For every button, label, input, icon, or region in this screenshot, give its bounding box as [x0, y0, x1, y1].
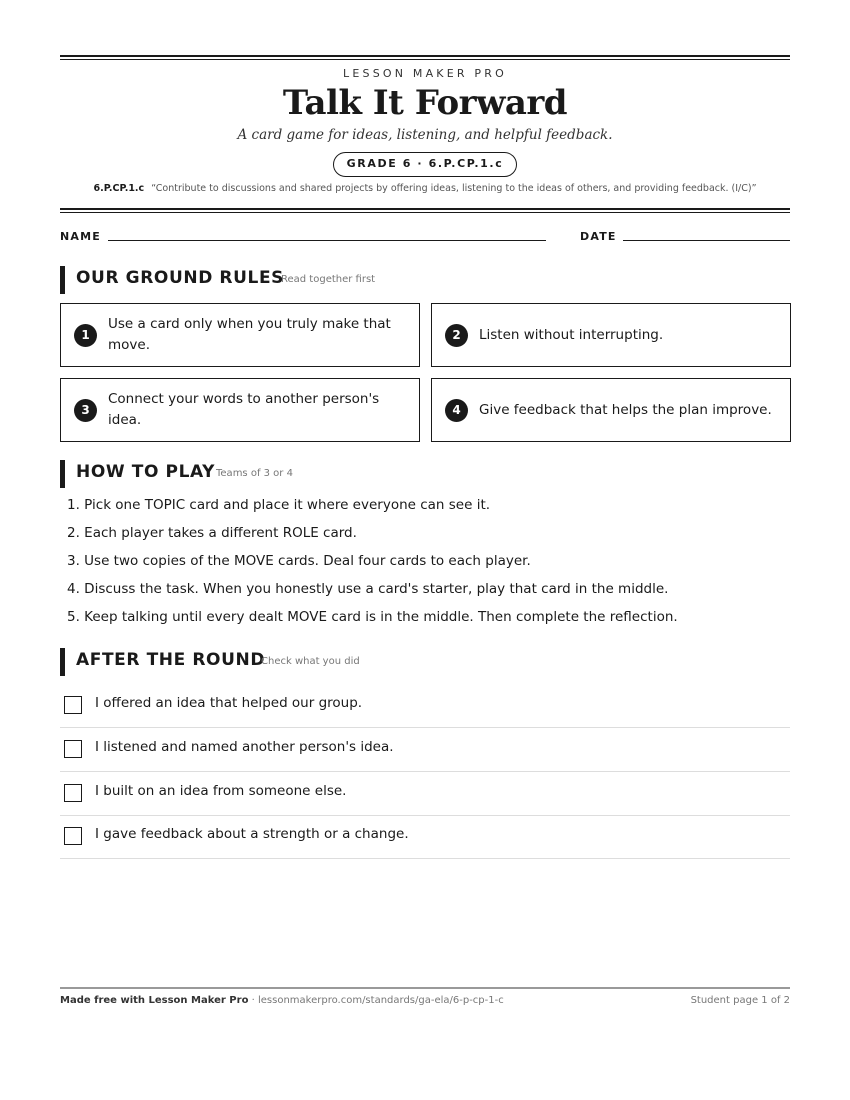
ground-rule-card: [431, 378, 791, 442]
checkbox[interactable]: [64, 827, 82, 845]
footer-made-with: Made free with Lesson Maker Pro: [60, 995, 249, 1006]
page-number: Student page 1 of 2: [690, 995, 790, 1006]
rule-text: Give feedback that helps the plan improve.: [479, 401, 772, 418]
grade-pill-wrapper: [60, 152, 790, 177]
checkbox[interactable]: [64, 696, 82, 714]
page-title: Talk It Forward: [282, 83, 568, 123]
standard-statement: [60, 183, 790, 194]
rule-text: Connect your words to another person's idea.: [108, 391, 380, 428]
section-title: AFTER THE ROUND: [76, 650, 266, 670]
standard-text: “Contribute to discussions and shared projects by offering ideas, listening to the ideas of others, and providing feedback. (I/C)”: [151, 183, 757, 194]
step-item: 5. Keep talking until every dealt MOVE card is in the middle. Then complete the reflection.: [67, 609, 678, 625]
worksheet-page: [60, 0, 790, 1100]
reflection-checklist-item: [60, 772, 790, 816]
rule-text: Use a card only when you truly make that move.: [108, 316, 391, 353]
step-item: 1. Pick one TOPIC card and place it where everyone can see it.: [67, 497, 491, 513]
section-title: OUR GROUND RULES: [76, 268, 285, 288]
date-label: DATE: [580, 230, 617, 243]
step-item: 3. Use two copies of the MOVE cards. Deal four cards to each player.: [67, 553, 531, 569]
footer-rule: [60, 987, 790, 989]
section-note: Read together first: [281, 274, 376, 285]
standard-code: 6.P.CP.1.c: [93, 183, 145, 194]
page-subtitle: A card game for ideas, listening, and helpful feedback.: [237, 127, 613, 143]
name-date-row: [60, 229, 790, 245]
section-note: Check what you did: [261, 656, 360, 667]
ground-rule-card: [431, 303, 791, 367]
rule-number-badge: 2: [445, 324, 468, 347]
reflection-checklist-item: [60, 728, 790, 772]
rule-number-badge: 3: [74, 399, 97, 422]
ground-rule-card: [60, 303, 420, 367]
checklist-label: I listened and named another person's idea.: [95, 739, 394, 755]
checklist-label: I built on an idea from someone else.: [95, 783, 347, 799]
step-item: 2. Each player takes a different ROLE card.: [67, 525, 357, 541]
section-bar: [60, 460, 65, 488]
checklist-label: I offered an idea that helped our group.: [95, 695, 363, 711]
checkbox[interactable]: [64, 784, 82, 802]
section-bar: [60, 266, 65, 294]
checkbox[interactable]: [64, 740, 82, 758]
rule-text: Listen without interrupting.: [479, 326, 664, 343]
section-title: HOW TO PLAY: [76, 462, 216, 482]
ground-rule-card: [60, 378, 420, 442]
rule-number-badge: 1: [74, 324, 97, 347]
checklist-label: I gave feedback about a strength or a change.: [95, 826, 409, 842]
section-note: Teams of 3 or 4: [216, 468, 293, 479]
how-to-play-steps: [67, 492, 787, 632]
grade-badge: GRADE 6 · 6.P.CP.1.c: [333, 152, 518, 177]
name-label: NAME: [60, 230, 101, 243]
reflection-checklist-item: [60, 815, 790, 859]
reflection-checklist-item: [60, 684, 790, 728]
date-write-line[interactable]: [623, 240, 790, 241]
header-bottom-rule: [60, 208, 790, 213]
footer-url[interactable]: · lessonmakerpro.com/standards/ga-ela/6-p-cp-1-c: [248, 995, 504, 1006]
footer-credit: [60, 995, 504, 1006]
brand-label: LESSON MAKER PRO: [343, 67, 507, 80]
top-double-rule: [60, 55, 790, 60]
section-bar: [60, 648, 65, 676]
step-item: 4. Discuss the task. When you honestly use a card's starter, play that card in the middle.: [67, 581, 669, 597]
name-write-line[interactable]: [108, 240, 546, 241]
rule-number-badge: 4: [445, 399, 468, 422]
